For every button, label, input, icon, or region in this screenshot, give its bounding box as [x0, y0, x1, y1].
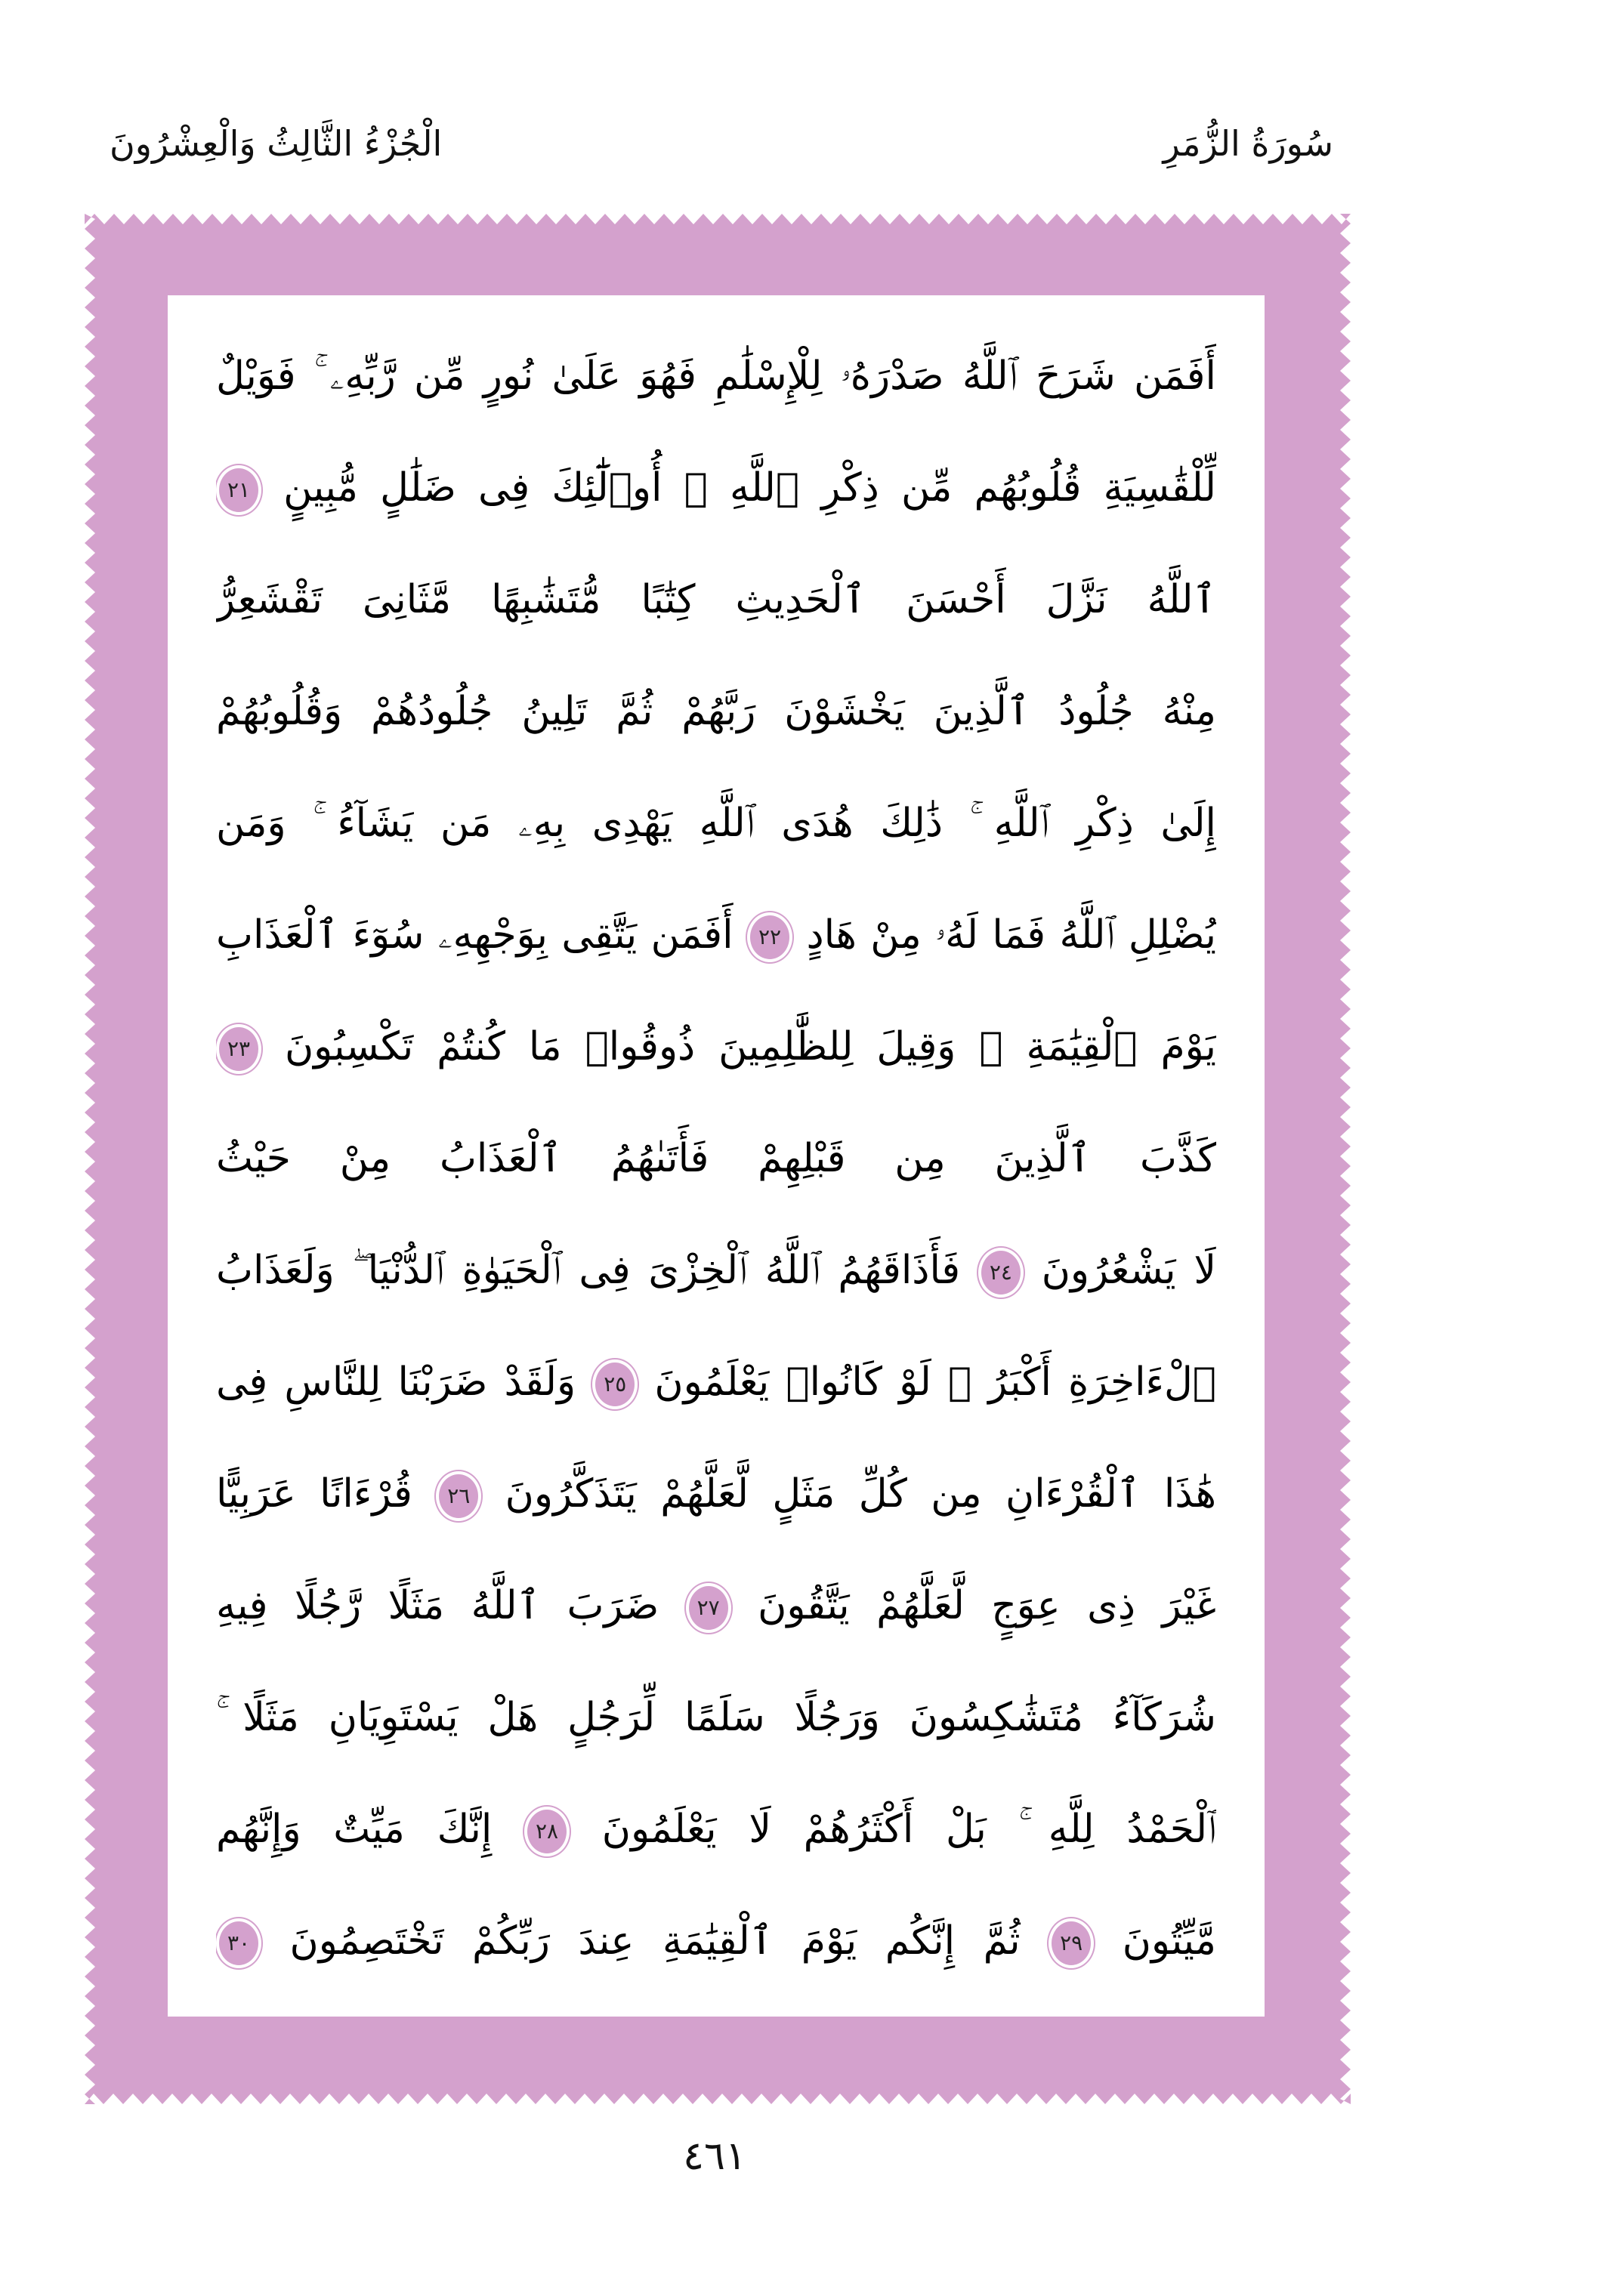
verse-text: ثُمَّ إِنَّكُم يَوْمَ ٱلْقِيَٰمَةِ عِندَ رَبِّكُمْ تَخْتَصِمُونَ — [289, 1918, 1021, 1964]
ayah-number-marker: ٢٩ — [1049, 1918, 1094, 1968]
verse-text: إِلَىٰ ذِكْرِ ٱللَّهِ ۚ ذَٰلِكَ هُدَى ٱللَّهِ يَهْدِى بِهِۦ مَن يَشَآءُ ۚ وَمَن — [216, 801, 1216, 846]
verse-text: يَوْمَ ٱلْقِيَٰمَةِ ۚ وَقِيلَ لِلظَّٰلِمِينَ ذُوقُوا۟ مَا كُنتُمْ تَكْسِبُونَ — [284, 1024, 1216, 1069]
verse-text: أَفَمَن يَتَّقِى بِوَجْهِهِۦ سُوٓءَ ٱلْعَذَابِ — [216, 912, 734, 958]
verse-lines — [216, 320, 1216, 1997]
verse-text: قُرْءَانًا عَرَبِيًّا — [216, 1471, 412, 1517]
quran-line-12 — [216, 1550, 1216, 1662]
quran-line-6 — [216, 879, 1216, 991]
verse-text: غَيْرَ ذِى عِوَجٍ لَّعَلَّهُمْ يَتَّقُونَ — [758, 1583, 1216, 1628]
verse-text: ٱلْحَمْدُ لِلَّهِ ۚ بَلْ أَكْثَرُهُمْ لَا يَعْلَمُونَ — [601, 1807, 1216, 1852]
verse-text: ٱلْءَاخِرَةِ أَكْبَرُ ۚ لَوْ كَانُوا۟ يَعْلَمُونَ — [654, 1359, 1216, 1405]
quran-line-11 — [216, 1438, 1216, 1550]
ayah-number-marker: ٢١ — [216, 465, 261, 515]
verse-text: ٱللَّهُ نَزَّلَ أَحْسَنَ ٱلْحَدِيثِ كِتَٰبًا مُّتَشَٰبِهًا مَّثَانِىَ تَقْشَعِرُّ — [216, 577, 1216, 622]
quran-line-14 — [216, 1773, 1216, 1885]
ayah-number-marker: ٢٥ — [592, 1359, 638, 1409]
juz-name-header: الْجُزْءُ الثَّالِثُ وَالْعِشْرُونَ — [110, 123, 443, 164]
ayah-number-marker: ٢٣ — [216, 1024, 261, 1074]
quran-line-1 — [216, 320, 1216, 432]
ayah-number-marker: ٢٦ — [436, 1471, 481, 1521]
ayah-number-marker: ٢٨ — [524, 1807, 570, 1856]
quran-line-9 — [216, 1214, 1216, 1326]
verse-text: هَٰذَا ٱلْقُرْءَانِ مِن كُلِّ مَثَلٍ لَّعَلَّهُمْ يَتَذَكَّرُونَ — [505, 1471, 1216, 1517]
verse-text: مَّيِّتُونَ — [1122, 1918, 1216, 1964]
text-panel — [168, 295, 1265, 2017]
ayah-number-marker: ٢٢ — [747, 912, 792, 962]
verse-text: ضَرَبَ ٱللَّهُ مَثَلًا رَّجُلًا فِيهِ — [216, 1583, 659, 1628]
ayah-number-marker: ٢٤ — [978, 1248, 1024, 1298]
quran-line-13 — [216, 1662, 1216, 1773]
verse-text: وَلَقَدْ ضَرَبْنَا لِلنَّاسِ فِى — [216, 1359, 576, 1405]
verse-text: كَذَّبَ ٱلَّذِينَ مِن قَبْلِهِمْ فَأَتَىٰهُمُ ٱلْعَذَابُ مِنْ حَيْثُ — [216, 1136, 1216, 1181]
page-number: ٤٦١ — [683, 2134, 746, 2179]
verse-text: لِّلْقَٰسِيَةِ قُلُوبُهُم مِّن ذِكْرِ ٱللَّهِ ۚ أُو۟لَٰٓئِكَ فِى ضَلَٰلٍ مُّبِينٍ — [283, 465, 1216, 511]
quran-line-4 — [216, 656, 1216, 767]
verse-text: يُضْلِلِ ٱللَّهُ فَمَا لَهُۥ مِنْ هَادٍ — [806, 912, 1216, 958]
quran-line-15 — [216, 1885, 1216, 1997]
quran-line-5 — [216, 767, 1216, 879]
verse-text: فَأَذَاقَهُمُ ٱللَّهُ ٱلْخِزْىَ فِى ٱلْحَيَوٰةِ ٱلدُّنْيَا ۖ وَلَعَذَابُ — [216, 1248, 961, 1293]
quran-line-10 — [216, 1326, 1216, 1438]
quran-line-7 — [216, 991, 1216, 1103]
quran-line-8 — [216, 1103, 1216, 1214]
verse-text: لَا يَشْعُرُونَ — [1041, 1248, 1216, 1293]
verse-text: مِنْهُ جُلُودُ ٱلَّذِينَ يَخْشَوْنَ رَبَّهُمْ ثُمَّ تَلِينُ جُلُودُهُمْ وَقُلُوبُهُمْ — [216, 689, 1216, 734]
ayah-number-marker: ٢٧ — [686, 1583, 731, 1633]
quran-line-3 — [216, 544, 1216, 656]
ayah-number-marker: ٣٠ — [216, 1918, 261, 1968]
quran-line-2 — [216, 432, 1216, 544]
surah-name-header: سُورَةُ الزُّمَرِ — [1163, 123, 1333, 164]
verse-text: أَفَمَن شَرَحَ ٱللَّهُ صَدْرَهُۥ لِلْإِسْلَٰمِ فَهُوَ عَلَىٰ نُورٍ مِّن رَّبِّهِۦ ۚ فَوَيْلٌ — [216, 353, 1216, 399]
verse-text: إِنَّكَ مَيِّتٌ وَإِنَّهُم — [216, 1807, 493, 1852]
verse-text: شُرَكَآءُ مُتَشَٰكِسُونَ وَرَجُلًا سَلَمًا لِّرَجُلٍ هَلْ يَسْتَوِيَانِ مَثَلًا ۚ — [216, 1695, 1216, 1740]
